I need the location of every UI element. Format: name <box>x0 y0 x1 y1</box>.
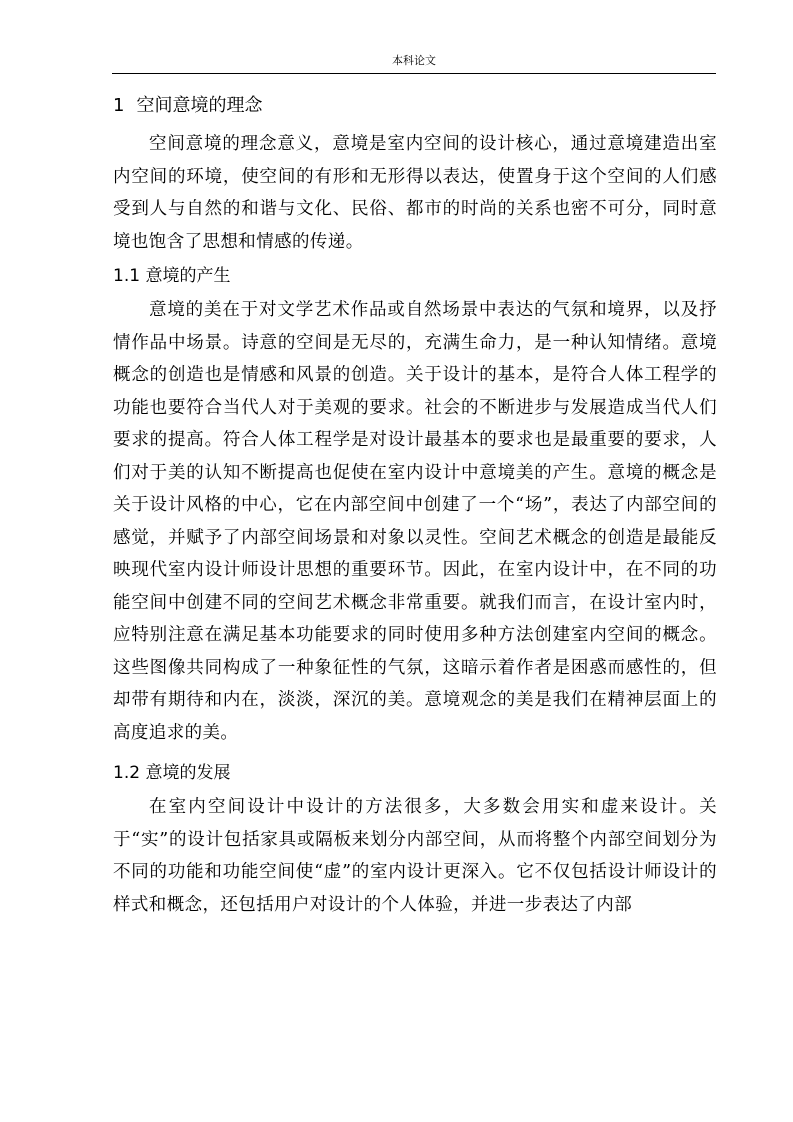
subsection-number: 1.2 <box>113 763 141 783</box>
subsection-paragraph: 意境的美在于对文学艺术作品或自然场景中表达的气氛和境界，以及抒情作品中场景。诗意的空间是无尽的，充满生命力，是一种认知情绪。意境概念的创造也是情感和风景的创造。关于设计的基本，是符合人体工程学的功能也要符合当代人对于美观的要求。社会的不断进步与发展造成当代人们要求的提高。符合人体工程学是对设计最基本的要求也是最重要的要求，人们对于美的认知不断提高也促使在室内设计中意境美的产生。意境的概念是关于设计风格的中心，它在内部空间中创建了一个“场”，表达了内部空间的感觉，并赋予了内部空间场景和对象以灵性。空间艺术概念的创造是最能反映现代室内设计师设计思想的重要环节。因此，在室内设计中，在不同的功能空间中创建不同的空间艺术概念非常重要。就我们而言，在设计室内时，应特别注意在满足基本功能要求的同时使用多种方法创建室内空间的概念。这些图像共同构成了一种象征性的气氛，这暗示着作者是困惑而感性的，但却带有期待和内在，淡淡，深沉的美。意境观念的美是我们在精神层面上的高度追求的美。 <box>113 300 717 743</box>
subsection-title: 意境的发展 <box>145 763 231 783</box>
section-number: 1 <box>113 95 125 116</box>
subsection-number: 1.1 <box>113 266 141 286</box>
subsection-title: 意境的产生 <box>145 266 231 286</box>
section-title: 空间意境的理念 <box>136 95 263 116</box>
header-rule <box>112 73 716 74</box>
page-body <box>113 92 717 925</box>
running-header: 本科论文 <box>392 54 436 67</box>
section-heading <box>113 92 717 120</box>
subsection-paragraph: 在室内空间设计中设计的方法很多，大多数会用实和虚来设计。关于“实”的设计包括家具或隔板来划分内部空间，从而将整个内部空间划分为不同的功能和功能空间使“虚”的室内设计更深入。它不仅包括设计师设计的样式和概念，还包括用户对设计的个人体验，并进一步表达了内部 <box>113 797 717 915</box>
section-intro-paragraph: 空间意境的理念意义，意境是室内空间的设计核心，通过意境建造出室内空间的环境，使空间的有形和无形得以表达，使置身于这个空间的人们感受到人与自然的和谐与文化、民俗、都市的时尚的关系也密不可分，同时意境也饱含了思想和情感的传递。 <box>113 134 717 252</box>
subsection-heading <box>113 262 717 290</box>
subsection-heading <box>113 759 717 787</box>
